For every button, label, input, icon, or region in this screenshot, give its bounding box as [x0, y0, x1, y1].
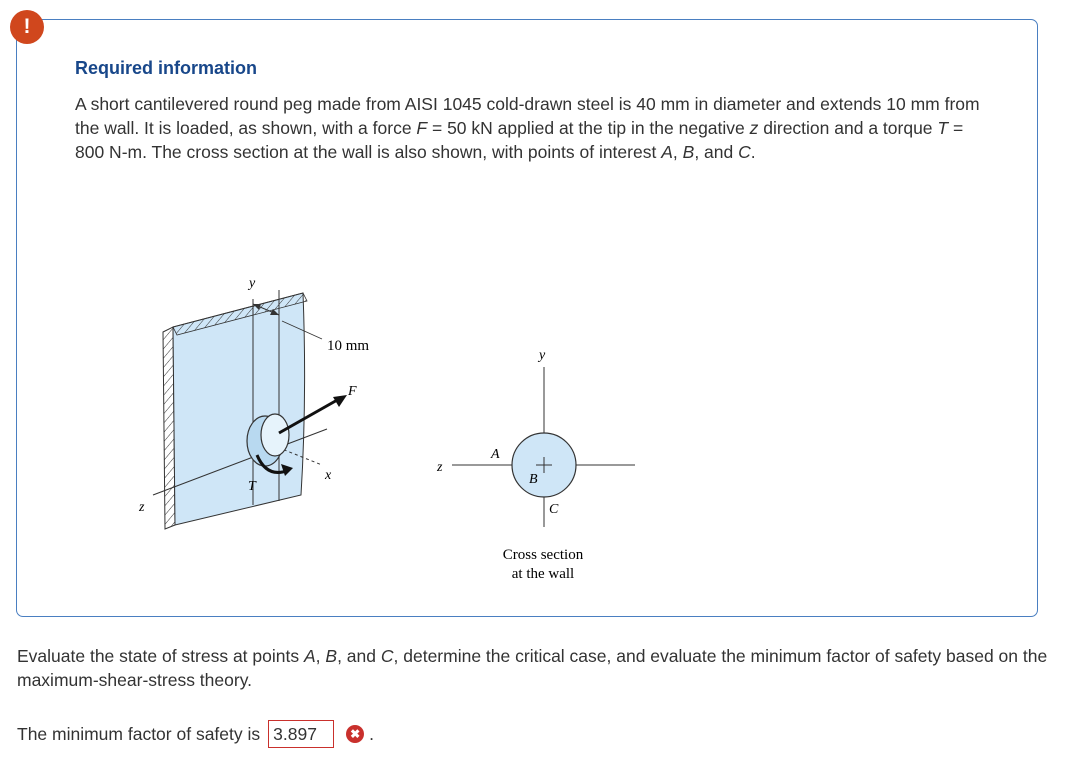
label-torque: T [248, 479, 256, 494]
factor-of-safety-input[interactable]: 3.897 [268, 720, 334, 748]
incorrect-icon: ✖ [346, 725, 364, 743]
label-z-left: z [139, 500, 145, 515]
label-point-a: A [491, 447, 500, 462]
required-info-alert-icon: ! [10, 10, 44, 44]
answer-label: The minimum factor of safety is [17, 723, 261, 744]
label-point-b: B [529, 472, 538, 487]
peg-tip [261, 414, 289, 456]
label-y-left: y [249, 276, 256, 291]
cross-section-caption-line1: Cross section [502, 547, 584, 563]
cross-section-caption-line2: at the wall [511, 566, 575, 582]
label-z-mid: z [437, 460, 443, 475]
problem-statement: A short cantilevered round peg made from AISI 1045 cold-drawn steel is 40 mm in diameter and extends 10 mm from the wall. It is loaded, as shown, with a force F = 50 kN applied at the tip in the negative z direction and a torque T = 800 N-m. The cross section at the wall is also shown, with points of interest A, B, and C. [75, 94, 980, 162]
required-info-title: Required information [75, 58, 258, 78]
answer-period: . [369, 723, 375, 744]
label-force: F [348, 384, 357, 399]
cantilever-peg-figure [107, 257, 647, 582]
label-y-right: y [539, 348, 546, 363]
label-10mm: 10 mm [327, 338, 370, 354]
answer-row [17, 719, 374, 749]
label-point-c: C [549, 502, 559, 517]
required-info-panel [16, 19, 1038, 617]
question-text: Evaluate the state of stress at points A, B, and C, determine the critical case, and evaluate the minimum factor of safety based on the maximum-shear-stress theory. [17, 646, 1048, 690]
label-x: x [325, 468, 332, 483]
